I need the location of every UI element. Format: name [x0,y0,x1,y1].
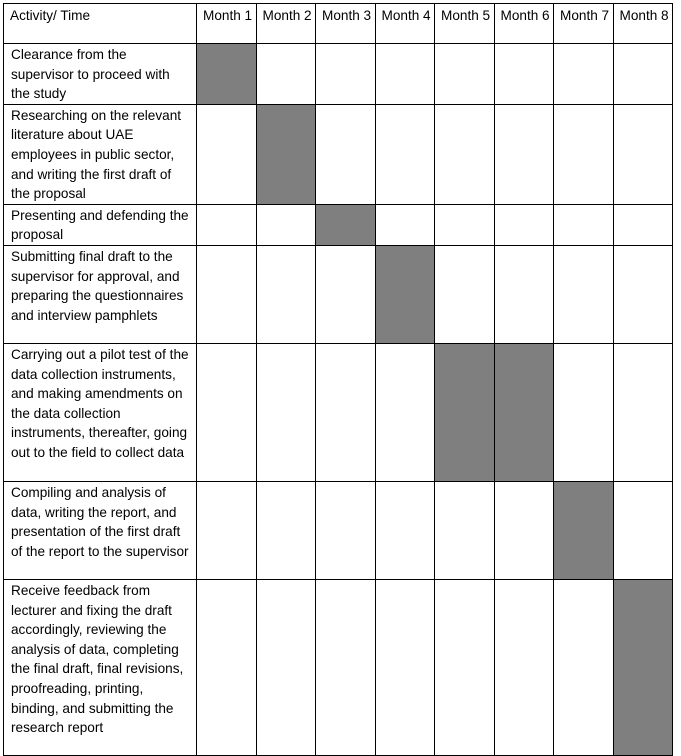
month-cell [316,245,376,343]
month-cell [494,579,554,755]
month-cell [494,245,554,343]
scheduled-month-cell [435,343,495,481]
month-cell [494,481,554,579]
scheduled-month-cell [613,579,673,755]
month-cell [435,104,495,204]
header-row [4,4,673,44]
month-cell [375,579,435,755]
table-row [4,44,673,105]
month-cell [494,104,554,204]
table-row [4,245,673,343]
month-cell [256,204,316,245]
month-cell [197,343,257,481]
activity-time-header: Activity/ Time [4,4,197,44]
table-row [4,343,673,481]
month-header: Month 5 [435,4,495,44]
month-header: Month 1 [197,4,257,44]
month-cell [613,44,673,105]
month-cell [554,44,614,105]
month-header: Month 2 [256,4,316,44]
month-cell [554,579,614,755]
activity-cell: Compiling and analysis of data, writing the report, and presentation of the first draft of the report to the supervisor [4,481,197,579]
month-cell [197,104,257,204]
month-cell [554,104,614,204]
schedule-body [4,44,673,756]
month-cell [613,343,673,481]
activity-cell: Presenting and defending the proposal [4,204,197,245]
scheduled-month-cell [197,44,257,105]
month-header: Month 6 [494,4,554,44]
month-cell [316,44,376,105]
month-cell [197,245,257,343]
month-cell [435,245,495,343]
month-cell [197,579,257,755]
scheduled-month-cell [375,245,435,343]
month-cell [375,104,435,204]
month-cell [256,245,316,343]
month-cell [435,481,495,579]
month-cell [375,481,435,579]
month-cell [316,343,376,481]
activity-cell: Researching on the relevant literature about UAE employees in public sector, and writing the first draft of the proposal [4,104,197,204]
activity-cell: Receive feedback from lecturer and fixing the draft accordingly, reviewing the analysis of data, completing the final draft, final revisions, proofreading, printing, binding, and submitting the research report [4,579,197,755]
month-cell [435,204,495,245]
month-cell [256,44,316,105]
scheduled-month-cell [256,104,316,204]
month-cell [197,204,257,245]
month-cell [375,204,435,245]
month-cell [256,343,316,481]
month-cell [435,579,495,755]
schedule-table [3,3,673,756]
month-header: Month 7 [554,4,614,44]
scheduled-month-cell [316,204,376,245]
month-cell [316,481,376,579]
month-header: Month 8 [613,4,673,44]
month-cell [256,481,316,579]
month-cell [316,104,376,204]
month-cell [435,44,495,105]
month-header: Month 3 [316,4,376,44]
activity-cell: Clearance from the supervisor to proceed with the study [4,44,197,105]
month-cell [554,245,614,343]
month-cell [613,245,673,343]
month-cell [613,104,673,204]
table-row [4,204,673,245]
month-cell [554,204,614,245]
month-cell [256,579,316,755]
table-row [4,579,673,755]
month-header: Month 4 [375,4,435,44]
table-row [4,104,673,204]
month-cell [316,579,376,755]
month-cell [613,204,673,245]
month-cell [375,343,435,481]
activity-cell: Carrying out a pilot test of the data collection instruments, and making amendments on the data collection instruments, thereafter, going out to the field to collect data [4,343,197,481]
scheduled-month-cell [494,343,554,481]
month-cell [554,343,614,481]
scheduled-month-cell [554,481,614,579]
month-cell [613,481,673,579]
month-cell [494,44,554,105]
month-cell [494,204,554,245]
activity-cell: Submitting final draft to the supervisor for approval, and preparing the questionnaires and interview pamphlets [4,245,197,343]
month-cell [375,44,435,105]
table-row [4,481,673,579]
month-cell [197,481,257,579]
